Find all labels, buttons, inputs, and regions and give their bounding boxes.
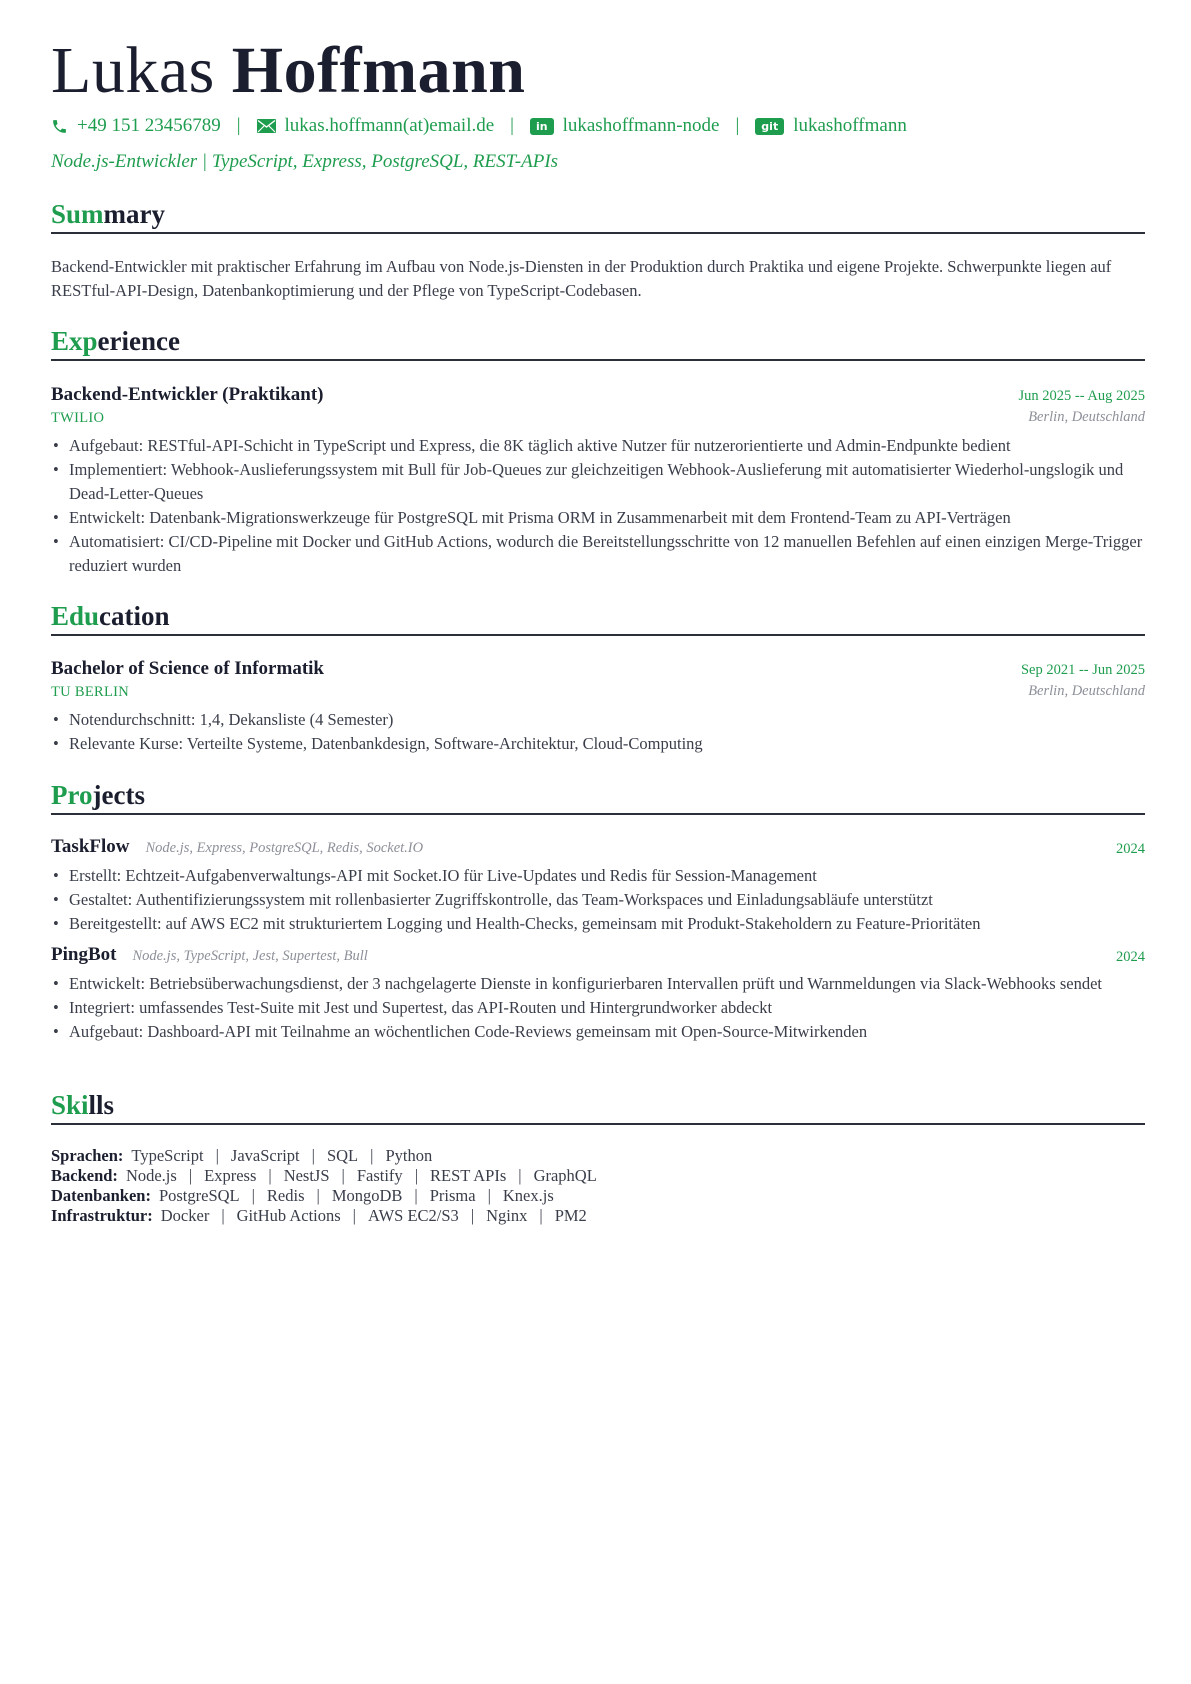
project-title — [51, 944, 368, 966]
degree-title: Bachelor of Science of Informatik — [51, 658, 324, 679]
skill-item: Knex.js — [502, 1186, 554, 1205]
section-title: Experience — [51, 326, 180, 356]
email-address: lukas.hoffmann(at)email.de — [284, 115, 495, 136]
skill-separator: | — [251, 1186, 255, 1205]
list-item: • Bereitgestellt: auf AWS EC2 mit strukturiertem Logging und Health-Checks, gemeinsam mit Produkt-Stakeholdern zu Feature-Prioritäten — [51, 912, 1145, 936]
project-bullets — [51, 864, 1145, 936]
skill-separator: | — [352, 1206, 356, 1225]
skill-separator: | — [414, 1186, 418, 1205]
skill-item: SQL — [326, 1146, 359, 1165]
skill-separator: | — [268, 1166, 272, 1185]
section-projects-heading — [51, 779, 1145, 815]
skill-item: GitHub Actions — [236, 1206, 341, 1225]
skill-item: Docker — [160, 1206, 210, 1225]
linkedin-icon: in — [530, 118, 554, 135]
section-title: Education — [51, 601, 170, 631]
skill-separator: | — [215, 1146, 219, 1165]
skill-category-label: Backend: — [51, 1166, 118, 1185]
project-year: 2024 — [1116, 841, 1145, 857]
job-title: Backend-Entwickler (Praktikant) — [51, 384, 324, 405]
list-item: • Gestaltet: Authentifizierungssystem mit rollenbasierter Zugriffskontrolle, das Team-Workspaces und Einladungsabläufe unterstützt — [51, 888, 1145, 912]
skill-category-label: Infrastruktur: — [51, 1206, 153, 1225]
project-title — [51, 836, 423, 858]
skill-separator: | — [518, 1166, 522, 1185]
skill-separator: | — [470, 1206, 475, 1225]
summary-text: Backend-Entwickler mit praktischer Erfahrung im Aufbau von Node.js-Diensten in der Produktion durch Praktika und eigene Projekte. Schwerpunkte liegen auf RESTful-API-Design, Datenbankoptimierung und der Pflege von TypeScript-Codebasen. — [51, 257, 1112, 300]
skill-category-label: Sprachen: — [51, 1146, 124, 1165]
skill-category-label: Datenbanken: — [51, 1186, 151, 1205]
job-company: TWILIO — [51, 410, 105, 426]
project-name: PingBot — [51, 944, 117, 965]
skill-row — [51, 1186, 597, 1206]
skill-item: Redis — [266, 1186, 305, 1205]
github-handle: lukashoffmann — [793, 115, 907, 136]
tagline: Node.js-Entwickler | TypeScript, Express, PostgreSQL, REST-APIs — [51, 151, 559, 172]
first-name: Lukas — [51, 34, 215, 107]
list-item: • Aufgebaut: Dashboard-API mit Teilnahme an wöchentlichen Code-Reviews gemeinsam mit Open-Source-Mitwirkenden — [51, 1020, 1145, 1044]
list-item: • Implementiert: Webhook-Auslieferungssystem mit Bull für Job-Queues zur gleichzeitigen Webhook-Auslieferung mit automatisierter Wiederhol-ungslogik und Dead-Letter-Queues — [51, 458, 1145, 506]
project-name: TaskFlow — [51, 836, 130, 857]
skill-item: AWS EC2/S3 — [367, 1206, 459, 1225]
github-icon: git — [755, 118, 784, 135]
skill-separator: | — [370, 1146, 374, 1165]
phone-number: +49 151 23456789 — [77, 115, 221, 136]
list-item: • Aufgebaut: RESTful-API-Schicht in TypeScript und Express, die 8K täglich aktive Nutzer für nutzerorientierte und Admin-Endpunkte bedient — [51, 434, 1145, 458]
list-item: • Relevante Kurse: Verteilte Systeme, Datenbankdesign, Software-Architektur, Cloud-Computing — [51, 732, 1145, 756]
skill-separator: | — [221, 1206, 225, 1225]
skill-separator: | — [487, 1186, 491, 1205]
section-experience-heading — [51, 325, 1145, 361]
section-summary-heading — [51, 198, 1145, 234]
degree-dates: Sep 2021 -- Jun 2025 — [1020, 662, 1145, 678]
contact-separator: | — [236, 115, 241, 136]
project-year: 2024 — [1116, 949, 1145, 965]
skill-item: MongoDB — [331, 1186, 403, 1205]
section-skills-heading — [51, 1089, 1145, 1125]
contact-linkedin[interactable] — [530, 115, 720, 137]
last-name: Hoffmann — [231, 34, 526, 107]
project-tech: Node.js, TypeScript, Jest, Supertest, Bull — [132, 948, 368, 964]
skill-item: Fastify — [356, 1166, 403, 1185]
skill-item: PostgreSQL — [158, 1186, 240, 1205]
skill-item: TypeScript — [131, 1146, 204, 1165]
phone-icon — [51, 118, 68, 135]
list-item: • Integriert: umfassendes Test-Suite mit Jest und Supertest, das API-Routen und Hintergrundworker abdeckt — [51, 996, 1145, 1020]
school-name: TU BERLIN — [51, 684, 130, 700]
skill-item: GraphQL — [533, 1166, 597, 1185]
list-item: • Erstellt: Echtzeit-Aufgabenverwaltungs-API mit Socket.IO für Live-Updates und Redis für Session-Management — [51, 864, 1145, 888]
skill-row — [51, 1146, 597, 1166]
skill-separator: | — [311, 1146, 315, 1165]
skill-separator: | — [316, 1186, 320, 1205]
skill-item: Python — [385, 1146, 433, 1165]
contact-bar — [51, 114, 907, 138]
skill-separator: | — [341, 1166, 345, 1185]
section-education-heading — [51, 600, 1145, 636]
skill-item: PM2 — [554, 1206, 587, 1225]
job-location: Berlin, Deutschland — [1028, 409, 1145, 425]
skill-separator: | — [539, 1206, 543, 1225]
skill-item: Node.js — [125, 1166, 177, 1185]
contact-separator: | — [510, 115, 514, 136]
contact-phone[interactable] — [51, 115, 221, 137]
list-item: • Entwickelt: Datenbank-Migrationswerkzeuge für PostgreSQL mit Prisma ORM in Zusammenarbeit mit dem Frontend-Team zu API-Verträgen — [51, 506, 1145, 530]
education-bullets — [51, 708, 1145, 756]
skill-item: Express — [204, 1166, 257, 1185]
school-location: Berlin, Deutschland — [1028, 683, 1145, 699]
skill-item: Prisma — [429, 1186, 476, 1205]
contact-email[interactable] — [257, 115, 495, 137]
list-item: • Entwickelt: Betriebsüberwachungsdienst, der 3 nachgelagerte Dienste in konfigurierbaren Intervallen prüft und Warnmeldungen via Slack-Webhooks sendet — [51, 972, 1145, 996]
skill-row — [51, 1206, 597, 1226]
section-title: Summary — [51, 199, 166, 229]
skill-row — [51, 1166, 597, 1186]
contact-github[interactable] — [755, 115, 907, 137]
project-tech: Node.js, Express, PostgreSQL, Redis, Socket.IO — [145, 840, 424, 856]
section-title: Skills — [51, 1090, 115, 1120]
job-bullets — [51, 434, 1145, 578]
skill-item: Nginx — [486, 1206, 528, 1225]
list-item: • Notendurchschnitt: 1,4, Dekansliste (4 Semester) — [51, 708, 1145, 732]
list-item: • Automatisiert: CI/CD-Pipeline mit Docker und GitHub Actions, wodurch die Bereitstellungsschritte von 12 manuellen Befehlen auf einen einzigen Merge-Trigger reduziert wurden — [51, 530, 1145, 578]
project-bullets — [51, 972, 1145, 1044]
envelope-icon — [257, 119, 276, 133]
skill-item: REST APIs — [430, 1166, 507, 1185]
section-title: Projects — [51, 780, 145, 810]
candidate-name — [51, 34, 526, 107]
job-dates: Jun 2025 -- Aug 2025 — [1018, 388, 1145, 404]
skill-separator: | — [188, 1166, 193, 1185]
skill-separator: | — [414, 1166, 418, 1185]
contact-separator: | — [735, 115, 740, 136]
skill-item: NestJS — [283, 1166, 330, 1185]
linkedin-handle: lukashoffmann-node — [562, 115, 720, 136]
skill-item: JavaScript — [230, 1146, 300, 1165]
skills-list — [51, 1146, 597, 1226]
